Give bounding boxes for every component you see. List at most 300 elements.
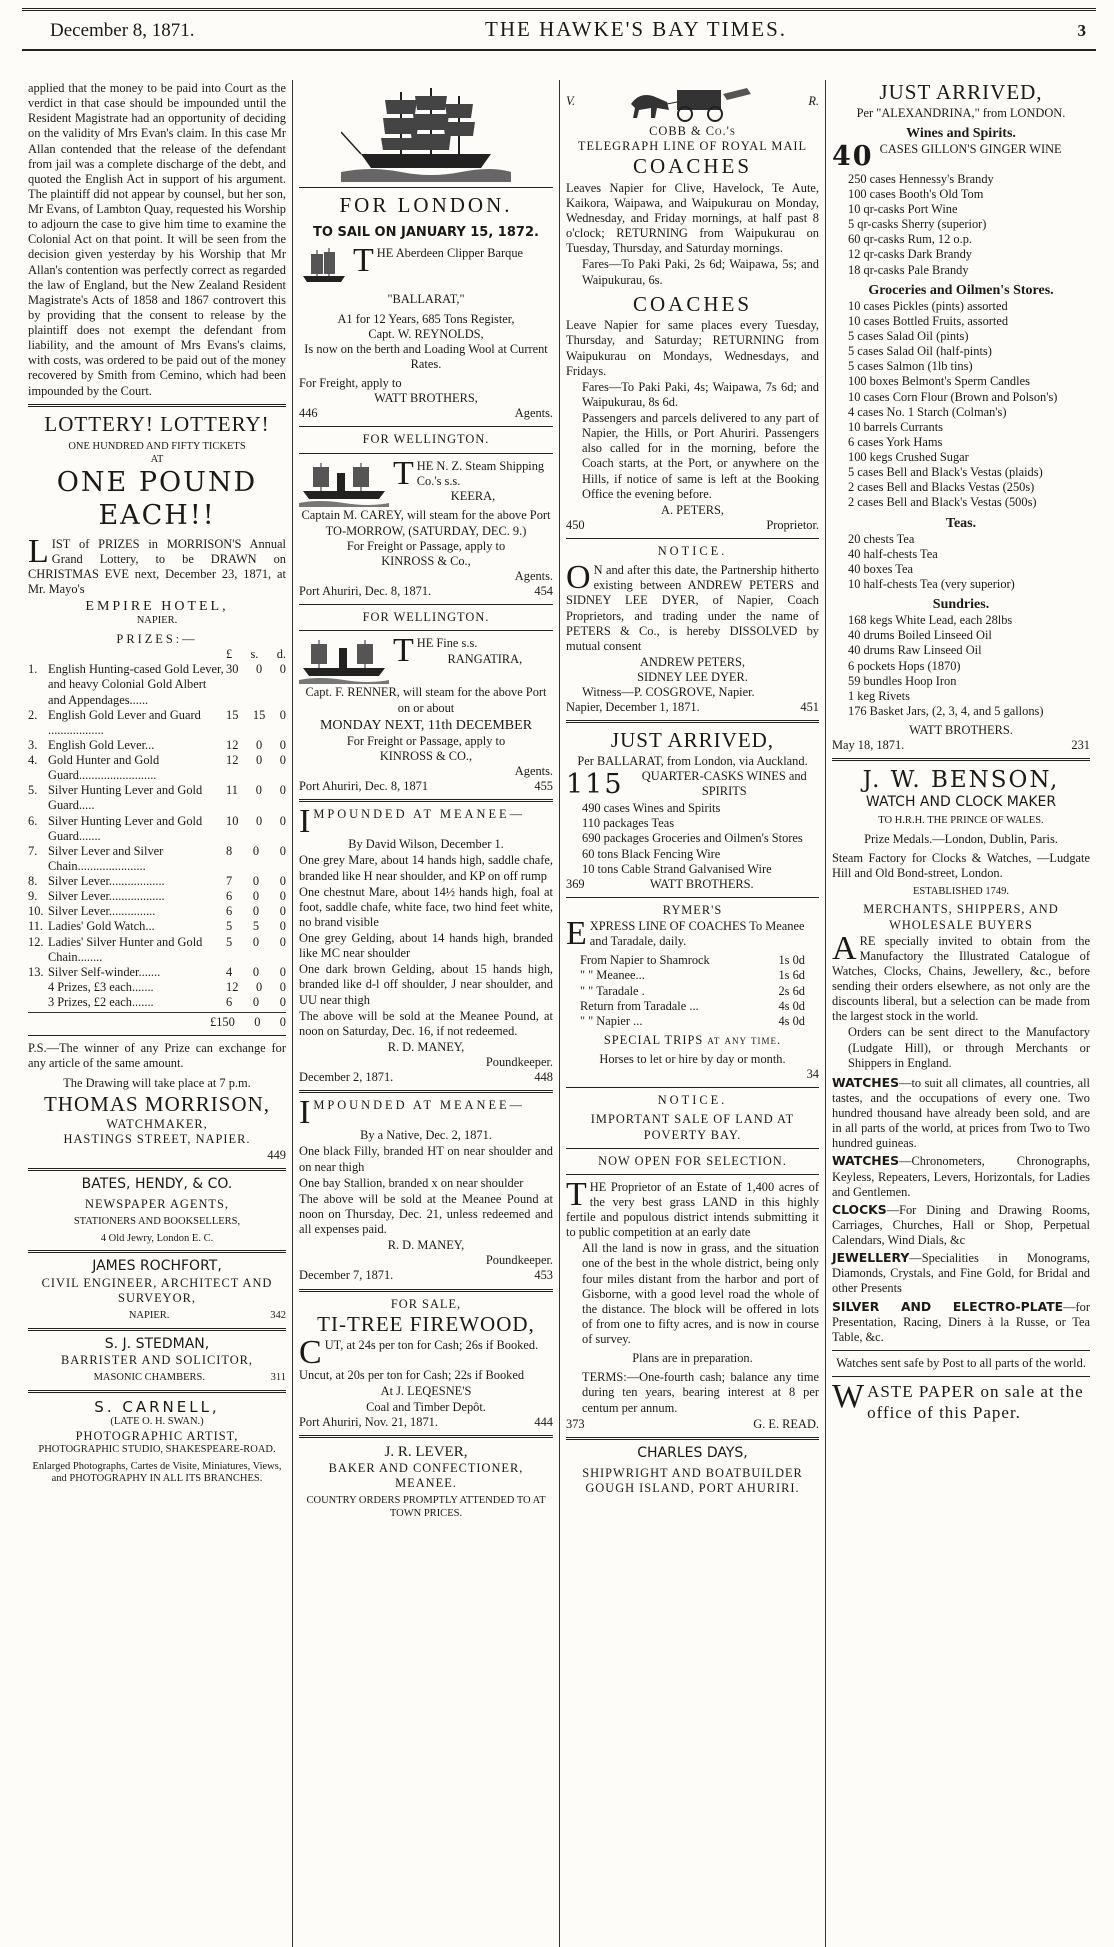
item-keyword: WATCHES	[832, 1153, 900, 1169]
prize-value	[226, 874, 286, 889]
pence: 0	[279, 753, 286, 768]
studio-address: PHOTOGRAPHIC STUDIO, SHAKESPEARE-ROAD.	[38, 1443, 276, 1455]
plans-line: Plans are in preparation.	[632, 1351, 753, 1366]
witness: Witness—P. COSGROVE, Napier.	[582, 685, 755, 700]
prize-row	[28, 904, 286, 919]
dropcap: T	[393, 458, 414, 492]
rule	[832, 1350, 1090, 1351]
benson-item	[832, 1299, 1090, 1345]
hotel-location: NAPIER.	[136, 615, 178, 627]
pence: 0	[279, 889, 286, 904]
pounds: 12	[226, 979, 239, 994]
lequesne: At J. LEQESNE'S	[380, 1384, 472, 1399]
prize-value	[226, 783, 286, 813]
grocery-item: 4 cases No. 1 Starch (Colman's)	[848, 404, 1007, 419]
benson-items	[832, 1075, 1090, 1345]
stedman-name: S. J. STEDMAN,	[104, 1335, 210, 1352]
prize-row	[28, 980, 286, 995]
enlarged-photos: Enlarged Photographs, Cartes de Visite, Miniatures, Views, and PHOTOGRAPHY IN ALL ITS BRANCHES.	[32, 1460, 282, 1485]
prize-number: 13.	[28, 964, 44, 979]
pounds: 6	[226, 904, 233, 919]
sale-note: The above will be sold at the Meanee Pound at noon on Thursday, Dec. 21, unless redeemed and all expenses paid.	[299, 1191, 553, 1237]
freight-line: For Freight, apply to	[299, 376, 402, 391]
prize-number: 2.	[28, 707, 38, 722]
catalogue-invitation: ARE specially invited to obtain from the Manufactory the Illustrated Catalogue of Watches, Clocks, Chains, Jewellery, &c., before sending their orders elsewhere, as not only are the discounts liberal, but a selection can be made from the largest stock in the world.	[832, 929, 1090, 1024]
prize-value	[226, 844, 286, 874]
ad-footer: May 18, 1871. 231	[832, 738, 1090, 753]
prize-row	[28, 919, 286, 934]
pounds: 11	[226, 783, 238, 798]
pounds: 12	[226, 753, 239, 768]
grocery-item: 10 barrels Currants	[848, 419, 943, 434]
tea-item: 10 half-chests Tea (very superior)	[848, 576, 1015, 591]
for-london-heading: FOR LONDON.	[339, 193, 513, 217]
fare-route: " " Taradale .	[580, 983, 645, 998]
columns	[22, 80, 1096, 1947]
grocery-item: 5 cases Salmon (1lb tins)	[848, 359, 973, 374]
prize-description: Silver Lever..................	[48, 889, 165, 904]
impounded-heading: IMPOUNDED AT MEANEE—	[299, 1094, 525, 1132]
prize-total: £150 0 0	[28, 1012, 286, 1030]
fare-row	[580, 1014, 805, 1029]
dropcap: T	[353, 246, 374, 280]
grocery-item: 2 cases Bell and Blacks Vestas (250s)	[848, 480, 1035, 495]
shipwright-line: SHIPWRIGHT AND BOATBUILDER	[582, 1465, 803, 1480]
pounds: 5	[226, 934, 233, 949]
tea-item: 40 boxes Tea	[848, 561, 913, 576]
prize-row	[28, 965, 286, 980]
shillings: 0	[252, 843, 260, 858]
top-rule	[22, 8, 1096, 11]
prize-row	[28, 935, 286, 965]
fare-route: Return from Taradale ...	[580, 998, 699, 1013]
prize-description: Silver Lever and Silver Chain......................	[48, 843, 164, 873]
teas-list	[832, 532, 1090, 593]
prize-row	[28, 995, 286, 1010]
rule	[566, 1087, 819, 1088]
sundry-item: 59 bundles Hoop Iron	[848, 673, 957, 688]
ps-note: P.S.—The winner of any Prize can exchange for any article of the same amount.	[28, 1041, 286, 1071]
a1-line: A1 for 12 Years, 685 Tons Register,	[337, 311, 515, 326]
fare-price: 1s 6d	[778, 968, 805, 983]
established: ESTABLISHED 1749.	[913, 885, 1009, 897]
column-1	[22, 80, 293, 1947]
poundkeeper: Poundkeeper.	[485, 1055, 553, 1070]
fare-price: 1s 0d	[778, 953, 805, 968]
fare-row	[580, 984, 805, 999]
impounded-item: One grey Gelding, about 14 hands high, branded like MC near shoulder	[299, 931, 553, 961]
ad-footer: 450 Proprietor.	[566, 517, 819, 532]
shillings: 0	[255, 783, 262, 798]
just-arrived-heading: JUST ARRIVED,	[879, 80, 1043, 104]
rule	[566, 1174, 819, 1175]
photographic-artist: PHOTOGRAPHIC ARTIST,	[75, 1428, 239, 1443]
ad-number: 34	[806, 1067, 819, 1082]
prize-value	[226, 814, 286, 844]
benson-name: J. W. BENSON,	[862, 767, 1060, 794]
rule	[299, 1435, 553, 1438]
rangatira-ad: T HE Fine s.s. RANGATIRA,	[299, 636, 553, 684]
pounds: 10	[226, 813, 239, 828]
horses-line: Horses to let or hire by day or month.	[599, 1052, 786, 1067]
item-description: —for Presentation, Racing, Diners à la Russe, or Tea Table, &c.	[832, 1299, 1090, 1344]
fare-row	[580, 968, 805, 983]
cobb-line: COBB & Co.'s	[649, 124, 736, 138]
titree-heading: TI-TREE FIREWOOD,	[317, 1311, 535, 1336]
shillings: 0	[252, 874, 260, 889]
masthead	[22, 17, 1096, 51]
quarter-casks: 115 QUARTER-CASKS WINES and SPIRITS	[566, 769, 807, 801]
merchants-heading: MERCHANTS, SHIPPERS, AND WHOLESALE BUYERS	[863, 902, 1059, 932]
pence: 0	[279, 919, 286, 934]
wilson-line: By David Wilson, December 1.	[348, 837, 504, 852]
prince-of-wales: TO H.R.H. THE PRINCE OF WALES.	[878, 815, 1044, 827]
prize-description: Ladies' Silver Hunter and Gold Chain........	[48, 934, 203, 964]
prize-value	[226, 738, 286, 753]
grocery-item: 10 cases Pickles (pints) assorted	[848, 298, 1008, 313]
hastings-line: HASTINGS STREET, NAPIER.	[63, 1132, 251, 1147]
sundry-item: 40 drums Raw Linseed Oil	[848, 643, 982, 658]
kinross-name: KINROSS & Co.,	[381, 553, 471, 568]
shillings: 0	[252, 889, 260, 904]
column-4	[826, 80, 1096, 1947]
shillings: 0	[255, 662, 263, 677]
page-number: 3	[1077, 21, 1086, 40]
prize-row	[28, 753, 286, 783]
keera-ad: T HE N. Z. Steam Shipping Co.'s s.s. KEERA,	[299, 459, 553, 507]
andrew-peters: ANDREW PETERS,	[639, 654, 746, 669]
partnership-notice: O N and after this date, the Partnership hitherto existing between ANDREW PETERS and SIDNEY LEE DYER, of Napier, Coach Proprietors, and trading under the name of PETERS & Co., is hereby DISSOLVED by mutual consent	[566, 559, 819, 653]
carnell-name: S. CARNELL,	[94, 1397, 220, 1416]
prize-description: Gold Hunter and Gold Guard.........................	[48, 753, 160, 783]
rule	[299, 187, 553, 188]
for-sale: FOR SALE,	[390, 1296, 462, 1311]
rochfort-name: JAMES ROCHFORT,	[92, 1258, 222, 1275]
late-swan: (LATE O. H. SWAN.)	[110, 1415, 204, 1427]
pounds: 5	[226, 919, 233, 934]
sundry-item: 40 drums Boiled Linseed Oil	[848, 628, 992, 643]
wine-item: 5 qr-casks Sherry (superior)	[848, 217, 987, 232]
column-3	[560, 80, 826, 1947]
wellington-heading: FOR WELLINGTON.	[362, 610, 490, 625]
prize-row	[28, 844, 286, 874]
prize-row	[28, 708, 286, 738]
prize-value	[226, 753, 286, 783]
wine-item: 18 qr-casks Pale Brandy	[848, 262, 969, 277]
prize-description: Silver Lever..................	[48, 874, 165, 889]
fare-price: 2s 6d	[778, 983, 805, 998]
rule	[566, 538, 819, 539]
prize-number: 10.	[28, 904, 44, 919]
prize-number	[28, 995, 48, 1010]
pence: 0	[279, 964, 286, 979]
rule	[299, 426, 553, 427]
freight-line: For Freight or Passage, apply to	[346, 733, 506, 748]
steamship-icon	[299, 459, 389, 507]
pence: 0	[279, 995, 286, 1010]
sailing-ship-icon	[341, 82, 511, 182]
notice-heading: NOTICE.	[657, 1093, 728, 1108]
benson-item	[832, 1250, 1090, 1296]
item-description: —Specialities in Monograms, Diamonds, Crystals, and Fine Gold, for Bridal and other Presents	[832, 1251, 1090, 1296]
bates-name: BATES, HENDY, & CO.	[81, 1175, 233, 1192]
lever-name: J. R. LEVER,	[384, 1443, 468, 1460]
ad-number: 449	[267, 1147, 286, 1162]
pence: 0	[279, 904, 286, 919]
baker-line: BAKER AND CONFECTIONER,	[328, 1461, 524, 1476]
rangatira-name: RANGATIRA,	[447, 651, 523, 666]
pence: 0	[279, 934, 286, 949]
agents-line: Agents.	[514, 569, 553, 584]
sundry-item: 168 kegs White Lead, each 28lbs	[848, 613, 1013, 628]
prize-description: English Gold Lever and Guard ..................	[48, 707, 201, 737]
estate-text: THE Proprietor of an Estate of 1,400 acres of the very best grass LAND in this highly fertile and populous district intends submitting it to public competition at an early date	[566, 1175, 819, 1240]
steamship-icon	[299, 636, 389, 684]
rule	[566, 720, 819, 723]
prize-row	[28, 814, 286, 844]
rule	[832, 758, 1090, 761]
prize-value	[226, 965, 286, 980]
prize-description: Silver Self-winder.......	[48, 964, 161, 979]
notice-heading: NOTICE.	[657, 544, 728, 559]
prize-number: 12.	[28, 934, 44, 949]
item-keyword: CLOCKS	[832, 1201, 887, 1217]
item-keyword: JEWELLERY	[832, 1250, 910, 1266]
prize-value	[226, 662, 286, 707]
gillon-line: 40 CASES GILLON'S GINGER WINE	[832, 141, 1062, 172]
dropcap: L	[28, 532, 49, 570]
column-2	[293, 80, 560, 1947]
shillings: 0	[252, 964, 260, 979]
prize-number: 7.	[28, 843, 38, 858]
shillings: 5	[252, 919, 260, 934]
paper-title: THE HAWKE'S BAY TIMES.	[485, 17, 788, 41]
shillings: 0	[255, 753, 263, 768]
coach-emblem: V. R.	[566, 80, 819, 124]
item-description: —For Dining and Drawing Rooms, Carriages, Churches, Hall or Shop, Perpetual Calendars, Wind Dials, &c	[832, 1202, 1090, 1248]
fare-row	[580, 953, 805, 968]
prize-number	[28, 980, 48, 995]
ad-footer: 373 G. E. READ.	[566, 1416, 819, 1431]
shillings: 0	[255, 737, 263, 752]
prize-number: 3.	[28, 737, 38, 752]
pence: 0	[279, 813, 286, 828]
barrister-line: BARRISTER AND SOLICITOR,	[60, 1352, 254, 1367]
teas-heading: Teas.	[945, 515, 977, 531]
prize-medals: Prize Medals.—London, Dublin, Paris.	[864, 832, 1058, 847]
pounds: 30	[226, 662, 239, 677]
rule	[299, 604, 553, 605]
at-line: AT	[150, 454, 164, 466]
prize-value	[226, 995, 286, 1010]
coach-fares: Fares—To Paki Paki, 2s 6d; Waipawa, 5s; and Waipukurau, 6s.	[582, 257, 819, 287]
coaches-heading: COACHES	[632, 154, 753, 179]
groceries-list	[832, 299, 1090, 511]
prize-value	[226, 980, 286, 995]
shillings: 0	[255, 813, 263, 828]
pounds: 15	[226, 707, 239, 722]
ballarat-ad: T HE Aberdeen Clipper Barque	[299, 246, 553, 288]
peters-name: A. PETERS,	[661, 502, 724, 517]
ad-footer: 369 WATT BROTHERS.	[566, 876, 754, 891]
rule	[28, 404, 286, 407]
express-line: EXPRESS LINE OF COACHES To Meanee and Taradale, daily.	[566, 915, 805, 953]
issue-date: December 8, 1871.	[50, 20, 195, 41]
coach-schedule: Leave Napier for same places every Tuesday, Thursday, and Saturday; RETURNING from Waipukurau on Mondays, Wednesdays, and Fridays.	[566, 318, 819, 378]
berth-line: Is now on the berth and Loading Wool at Current Rates.	[304, 341, 548, 371]
monday-line: MONDAY NEXT, 11th DECEMBER	[319, 717, 533, 733]
goods-item: 690 packages Groceries and Oilmen's Stores	[582, 831, 803, 846]
pence: 0	[279, 979, 286, 994]
grocery-item: 100 boxes Belmont's Sperm Candles	[848, 374, 1030, 389]
engineer-line: CIVIL ENGINEER, ARCHITECT AND SURVEYOR,	[41, 1275, 273, 1305]
waste-paper: WASTE PAPER on sale at the office of this Paper.	[832, 1378, 1084, 1422]
ad-footer: December 7, 1871. 453	[299, 1268, 553, 1283]
impounded-item: One chestnut Mare, about 14½ hands high, foal at foot, saddle chafe, white face, two hind feet white, no brand visible	[299, 884, 553, 929]
grocery-item: 10 cases Bottled Fruits, assorted	[848, 313, 1009, 328]
native-line: By a Native, Dec. 2, 1871.	[360, 1128, 492, 1143]
prize-number: 6.	[28, 813, 38, 828]
prize-description: Silver Hunting Lever and Gold Guard.......	[48, 813, 203, 843]
shillings: 0	[252, 934, 260, 949]
rule	[28, 1168, 286, 1171]
rule	[832, 1376, 1090, 1377]
shillings: 15	[252, 707, 266, 722]
maney-name: R. D. MANEY,	[387, 1039, 465, 1054]
impounded-heading: IMPOUNDED AT MEANEE—	[299, 803, 525, 841]
pence: 0	[279, 874, 286, 889]
rule	[28, 1390, 286, 1393]
watt-name: WATT BROTHERS,	[374, 391, 478, 406]
pounds: 8	[226, 843, 233, 858]
item-description: —to suit all climates, all countries, all tastes, and the occupations of every one. Two hundred thousand have already been sold, and are in all parts of the world, at prices from Two to Two hundred guineas.	[832, 1075, 1090, 1151]
coach-fares: Fares—To Paki Paki, 4s; Waipawa, 7s 6d; and Waipukurau, 8s 6d.	[582, 379, 819, 409]
prize-number: 1.	[28, 662, 38, 677]
rule	[566, 897, 819, 898]
captain-line: Capt. W. REYNOLDS,	[368, 326, 484, 341]
prize-description: 4 Prizes, £3 each.......	[48, 979, 154, 994]
ship-name: "BALLARAT,"	[387, 292, 465, 307]
pence: 0	[279, 737, 286, 752]
watch-clock-maker: WATCH AND CLOCK MAKER	[865, 794, 1057, 811]
ad-footer: Napier, December 1, 1871. 451	[566, 700, 819, 715]
agents-line: Agents.	[514, 764, 553, 779]
one-pound-heading: ONE POUND EACH!!	[56, 466, 258, 531]
impounded-item: One black Filly, branded HT on near shoulder and on near thigh	[299, 1144, 553, 1174]
benson-item	[832, 1075, 1090, 1152]
prize-description: 3 Prizes, £2 each.......	[48, 995, 154, 1010]
prize-row	[28, 783, 286, 813]
rymers: RYMER'S	[662, 902, 723, 917]
benson-item	[832, 1153, 1090, 1199]
ad-footer: Port Ahuriri, Dec. 8, 1871 455	[299, 779, 553, 794]
pence: 0	[279, 662, 286, 677]
prize-description: English Gold Lever...	[48, 737, 155, 752]
prize-number: 9.	[28, 889, 38, 904]
sale-note: The above will be sold at the Meanee Pound, at noon on Saturday, Dec. 16, if not redeemed.	[299, 1008, 553, 1038]
watt-brothers: WATT BROTHERS.	[909, 723, 1013, 738]
shillings: 0	[252, 995, 260, 1010]
coach-schedule: Leaves Napier for Clive, Havelock, Te Aute, Kaikora, Waipawa, and Waipukurau on Monday, Wednesday, and Friday mornings, at half past 8 o'clock; RETURNING from Waipukurau on Tuesday, Thursday, and Saturday mornings.	[566, 180, 819, 256]
item-description: —Chronometers, Chronographs, Keyless, Repeaters, Levers, Horizontals, for Ladies and Gentlemen.	[832, 1154, 1090, 1199]
fare-row	[580, 999, 805, 1014]
hotel-name: EMPIRE HOTEL,	[85, 599, 229, 615]
prize-value	[226, 708, 286, 738]
wine-item: 12 qr-casks Dark Brandy	[848, 247, 972, 262]
shillings: 0	[252, 904, 260, 919]
meanee-line: MEANEE.	[395, 1476, 457, 1491]
grocery-item: 6 cases York Hams	[848, 434, 943, 449]
tea-item: 20 chests Tea	[848, 531, 915, 546]
kinross-name: KINROSS & CO.,	[379, 748, 473, 763]
coaches-heading: COACHES	[632, 291, 753, 316]
drawing-note: The Drawing will take place at 7 p.m.	[63, 1075, 251, 1090]
steam-factory: Steam Factory for Clocks & Watches, —Ludgate Hill and Old Bond-street, London.	[832, 851, 1090, 881]
rochfort-footer: NAPIER. 342	[128, 1309, 286, 1321]
sidney-dyer: SIDNEY LEE DYER.	[637, 670, 748, 685]
jewry-address: 4 Old Jewry, London E. C.	[100, 1232, 214, 1244]
tomorrow-line: TO-MORROW, (SATURDAY, DEC. 9.)	[325, 523, 527, 538]
shillings: 0	[255, 979, 263, 994]
uncut-price: Uncut, at 20s per ton for Cash; 22s if Booked	[299, 1368, 525, 1383]
prize-number: 5.	[28, 783, 38, 798]
prize-value	[226, 889, 286, 904]
prize-row	[28, 738, 286, 753]
coal-depot: Coal and Timber Depôt.	[366, 1399, 486, 1414]
prize-row	[28, 874, 286, 889]
prize-row	[28, 889, 286, 904]
sundries-heading: Sundries.	[932, 597, 990, 613]
just-arrived-heading: JUST ARRIVED,	[610, 728, 775, 753]
tea-item: 40 half-chests Tea	[848, 546, 938, 561]
grocery-item: 5 cases Salad Oil (pints)	[848, 329, 969, 344]
ad-footer: December 2, 1871. 448	[299, 1070, 553, 1085]
stationers: STATIONERS AND BOOKSELLERS,	[73, 1215, 241, 1227]
prize-value	[226, 904, 286, 919]
rule	[299, 1090, 553, 1093]
gough-line: GOUGH ISLAND, PORT AHURIRI.	[585, 1481, 800, 1496]
country-orders: COUNTRY ORDERS PROMPTLY ATTENDED TO AT TOWN PRICES.	[306, 1495, 546, 1520]
wine-item: 250 cases Hennessy's Brandy	[848, 171, 994, 186]
rule	[299, 1289, 553, 1292]
goods-item: 10 tons Cable Strand Galvanised Wire	[582, 861, 772, 876]
news-agents: NEWSPAPER AGENTS,	[85, 1196, 229, 1211]
grocery-item: 10 cases Corn Flour (Brown and Polson's)	[848, 389, 1058, 404]
now-open: NOW OPEN FOR SELECTION.	[598, 1153, 787, 1168]
pounds: 7	[226, 874, 233, 889]
maney-name: R. D. MANEY,	[387, 1238, 465, 1253]
rule	[299, 630, 553, 631]
impounded-item: One grey Mare, about 14 hands high, saddle chafe, branded like H near shoulder, and KP on off rump	[299, 853, 553, 883]
lottery-heading: LOTTERY! LOTTERY!	[44, 411, 270, 436]
rule	[28, 1328, 286, 1331]
list-of-prizes: LIST of PRIZES in MORRISON'S Annual Grand Lottery, to be DRAWN on CHRISTMAS EVE next, December 23, 1871, at Mr. Mayo's	[28, 532, 286, 597]
prize-description: Silver Hunting Lever and Gold Guard.....	[48, 783, 203, 813]
wines-list	[832, 172, 1090, 278]
pounds: 4	[226, 964, 233, 979]
pence: 0	[279, 783, 286, 798]
renner-line: Capt. F. RENNER, will steam for the above Port on or about	[305, 685, 547, 715]
fare-price: 4s 0d	[778, 1013, 805, 1028]
wines-heading: Wines and Spirits.	[906, 125, 1016, 141]
impounded-item: One dark brown Gelding, about 15 hands high, branded like d-l off shoulder, J near shoulder, and UU near thigh	[299, 962, 553, 1007]
goods-list	[566, 801, 819, 877]
goods-item: 490 cases Wines and Spirits	[582, 801, 721, 816]
ad-footer: 446 Agents.	[299, 406, 553, 421]
prize-description: Silver Lever...............	[48, 904, 156, 919]
sail-date: TO SAIL ON JANUARY 15, 1872.	[313, 224, 539, 240]
groceries-heading: Groceries and Oilmen's Stores.	[868, 282, 1054, 298]
